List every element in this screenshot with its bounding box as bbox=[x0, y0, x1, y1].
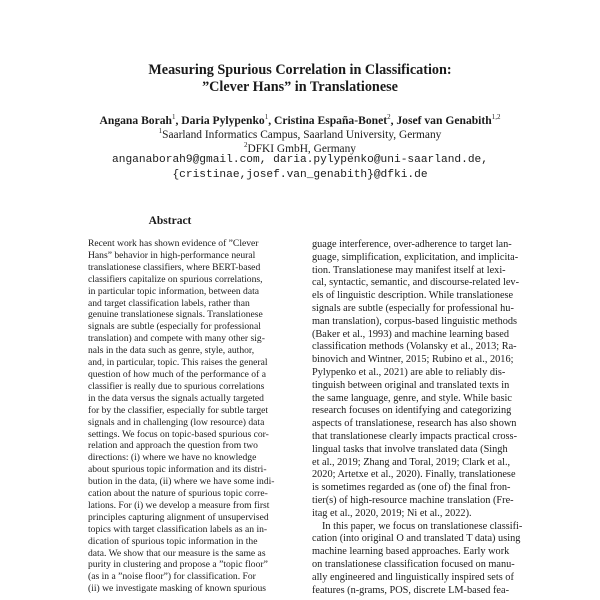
author-name: Daria Pylypenko bbox=[181, 114, 265, 127]
introduction-body bbox=[312, 239, 542, 597]
author-name: Angana Borah bbox=[99, 114, 172, 127]
text-line: (as in a ”noise floor”) for classification. For bbox=[88, 571, 256, 583]
text-line: the same language, genre, and style. While basic bbox=[312, 392, 512, 404]
text-line: nals in the data such as genre, style, author, bbox=[88, 345, 255, 357]
text-line: machine learning based approaches. Early work bbox=[312, 546, 510, 558]
text-line: signals are subtle (especially for professional hu- bbox=[312, 302, 514, 314]
email-line-2: {cristinae,josef.van_genabith}@dfki.de bbox=[172, 169, 428, 181]
text-line: in the data versus the signals actually targeted bbox=[88, 392, 264, 404]
text-line: Recent work has shown evidence of ”Clever bbox=[88, 238, 259, 249]
text-line: and target classification labels, rather than bbox=[88, 297, 250, 309]
text-line: lingual tasks that involve translated data (Singh bbox=[312, 443, 508, 455]
email-line-1: anganaborah9@gmail.com, daria.pylypenko@uni-saarland.de, bbox=[112, 154, 488, 166]
text-line: Hans” behavior in high-performance neural bbox=[88, 249, 256, 261]
text-line: about spurious topic information and its distri- bbox=[88, 464, 267, 476]
abstract-body bbox=[88, 238, 288, 595]
text-line: on translationese classification focused on manu- bbox=[312, 558, 515, 570]
paper-title bbox=[60, 62, 540, 96]
title-line-2: ”Clever Hans” in Translationese bbox=[202, 79, 398, 95]
text-line: (ii) we investigate masking of known spurious bbox=[88, 583, 266, 595]
author-affil-mark: 1 bbox=[172, 113, 176, 121]
text-line: research focuses on identifying and categorizing bbox=[312, 405, 512, 417]
text-line: et al., 2019; Zhang and Toral, 2019; Clark et al., bbox=[312, 456, 511, 468]
text-line: cal, syntactic, semantic, and discourse-related lev- bbox=[312, 277, 519, 289]
text-line: translationese classifiers, where BERT-based bbox=[88, 261, 261, 273]
text-line: signals and in challenging (low resource) data bbox=[88, 416, 265, 428]
email-block bbox=[30, 153, 570, 183]
text-line: question of how much of the performance of a bbox=[88, 368, 266, 380]
text-line: man translation), corpus-based linguistic methods bbox=[312, 315, 518, 327]
affil-mark: 2 bbox=[243, 141, 248, 149]
text-line: In this paper, we focus on translationese classifi- bbox=[322, 520, 523, 532]
text-line: that translationese clearly impacts practical cross- bbox=[312, 430, 517, 442]
author-name: Cristina España-Bonet bbox=[274, 114, 388, 127]
text-line: relation and approach the question from two bbox=[88, 440, 258, 452]
text-line: features (n-grams, POS, discrete LM-based fea- bbox=[312, 584, 509, 596]
author-affil-mark: 1 bbox=[264, 113, 269, 121]
text-line: tion. Translationese may manifest itself at lexi- bbox=[312, 264, 506, 276]
author-affil-mark: 2 bbox=[387, 113, 391, 121]
author-list: Angana Borah$^1$, Daria Pylypenko$^1$, Cristina España-Bonet$^2$, Josef van Genabith$^{1,2}$ bbox=[99, 113, 501, 127]
text-line: data. We show that our measure is the same as bbox=[88, 547, 266, 559]
text-line: (Baker et al., 1993) and machine learning based bbox=[312, 328, 509, 340]
text-line: tier(s) of high-resource machine translation (Fre- bbox=[312, 494, 514, 506]
text-line: signals are subtle (especially for professional bbox=[88, 321, 261, 333]
text-line: aspects of translationese, research has also shown bbox=[312, 418, 517, 430]
abstract-heading: Abstract bbox=[148, 215, 192, 227]
text-line: classifiers capitalize on spurious correlations, bbox=[88, 273, 263, 285]
text-line: Pylypenko et al., 2021) are able to reliably dis- bbox=[312, 366, 506, 378]
text-line: 2020; Artetxe et al., 2020). Finally, translationese bbox=[312, 469, 516, 481]
author-name: Josef van Genabith bbox=[396, 114, 492, 127]
text-line: and, in particular, topic. This raises the general bbox=[88, 357, 268, 369]
text-line: ally engineered and linguistically inspired sets of bbox=[312, 571, 514, 583]
affil-text: DFKI GmbH, Germany bbox=[247, 143, 356, 155]
text-line: classification methods (Volansky et al., 2013; Ra- bbox=[312, 341, 517, 353]
text-line: in particular topic information, between data bbox=[88, 285, 260, 297]
text-line: els of linguistic description. While translationese bbox=[312, 290, 514, 302]
title-line-1: Measuring Spurious Correlation in Classification: bbox=[148, 62, 452, 78]
text-line: settings. We focus on topic-based spurious cor- bbox=[88, 428, 269, 440]
text-line: bution in the data, (ii) where we have some indi- bbox=[88, 476, 275, 488]
text-line: cation (into original O and translated T data) using bbox=[312, 533, 521, 545]
text-line: binovich and Wintner, 2015; Rubino et al., 2016; bbox=[312, 354, 514, 366]
text-line: itag et al., 2020, 2019; Ni et al., 2022). bbox=[312, 507, 472, 519]
text-line: is sometimes regarded as (one of) the final fron- bbox=[312, 482, 511, 494]
text-line: dication of spurious topic information in the bbox=[88, 535, 258, 547]
text-line: for by the classifier, especially for subtle target bbox=[88, 404, 269, 416]
text-line: principles capturing alignment of unsupervised bbox=[88, 511, 269, 523]
text-line: guage interference, over-adherence to target lan- bbox=[312, 239, 512, 250]
text-line: translation) and compete with many other sig- bbox=[88, 333, 265, 345]
affil-mark: 1 bbox=[158, 127, 163, 135]
text-line: purity in clustering and propose a ”topic floor” bbox=[88, 559, 268, 571]
text-line: topics with target classification labels as an in- bbox=[88, 523, 268, 535]
text-line: tinguish between original and translated texts in bbox=[312, 379, 510, 391]
text-line: lations. For (i) we develop a measure from first bbox=[88, 499, 270, 511]
affil-text: Saarland Informatics Campus, Saarland University, Germany bbox=[162, 129, 442, 141]
author-affil-mark: 1,2 bbox=[491, 113, 501, 121]
text-line: classifier is really due to spurious correlations bbox=[88, 380, 265, 392]
text-line: directions: (i) where we have no knowledge bbox=[88, 452, 257, 464]
text-line: cation about the nature of spurious topic corre- bbox=[88, 488, 268, 500]
text-line: genuine translationese signals. Translationese bbox=[88, 309, 263, 321]
text-line: guage, simplification, explicitation, and implicita- bbox=[312, 251, 519, 263]
